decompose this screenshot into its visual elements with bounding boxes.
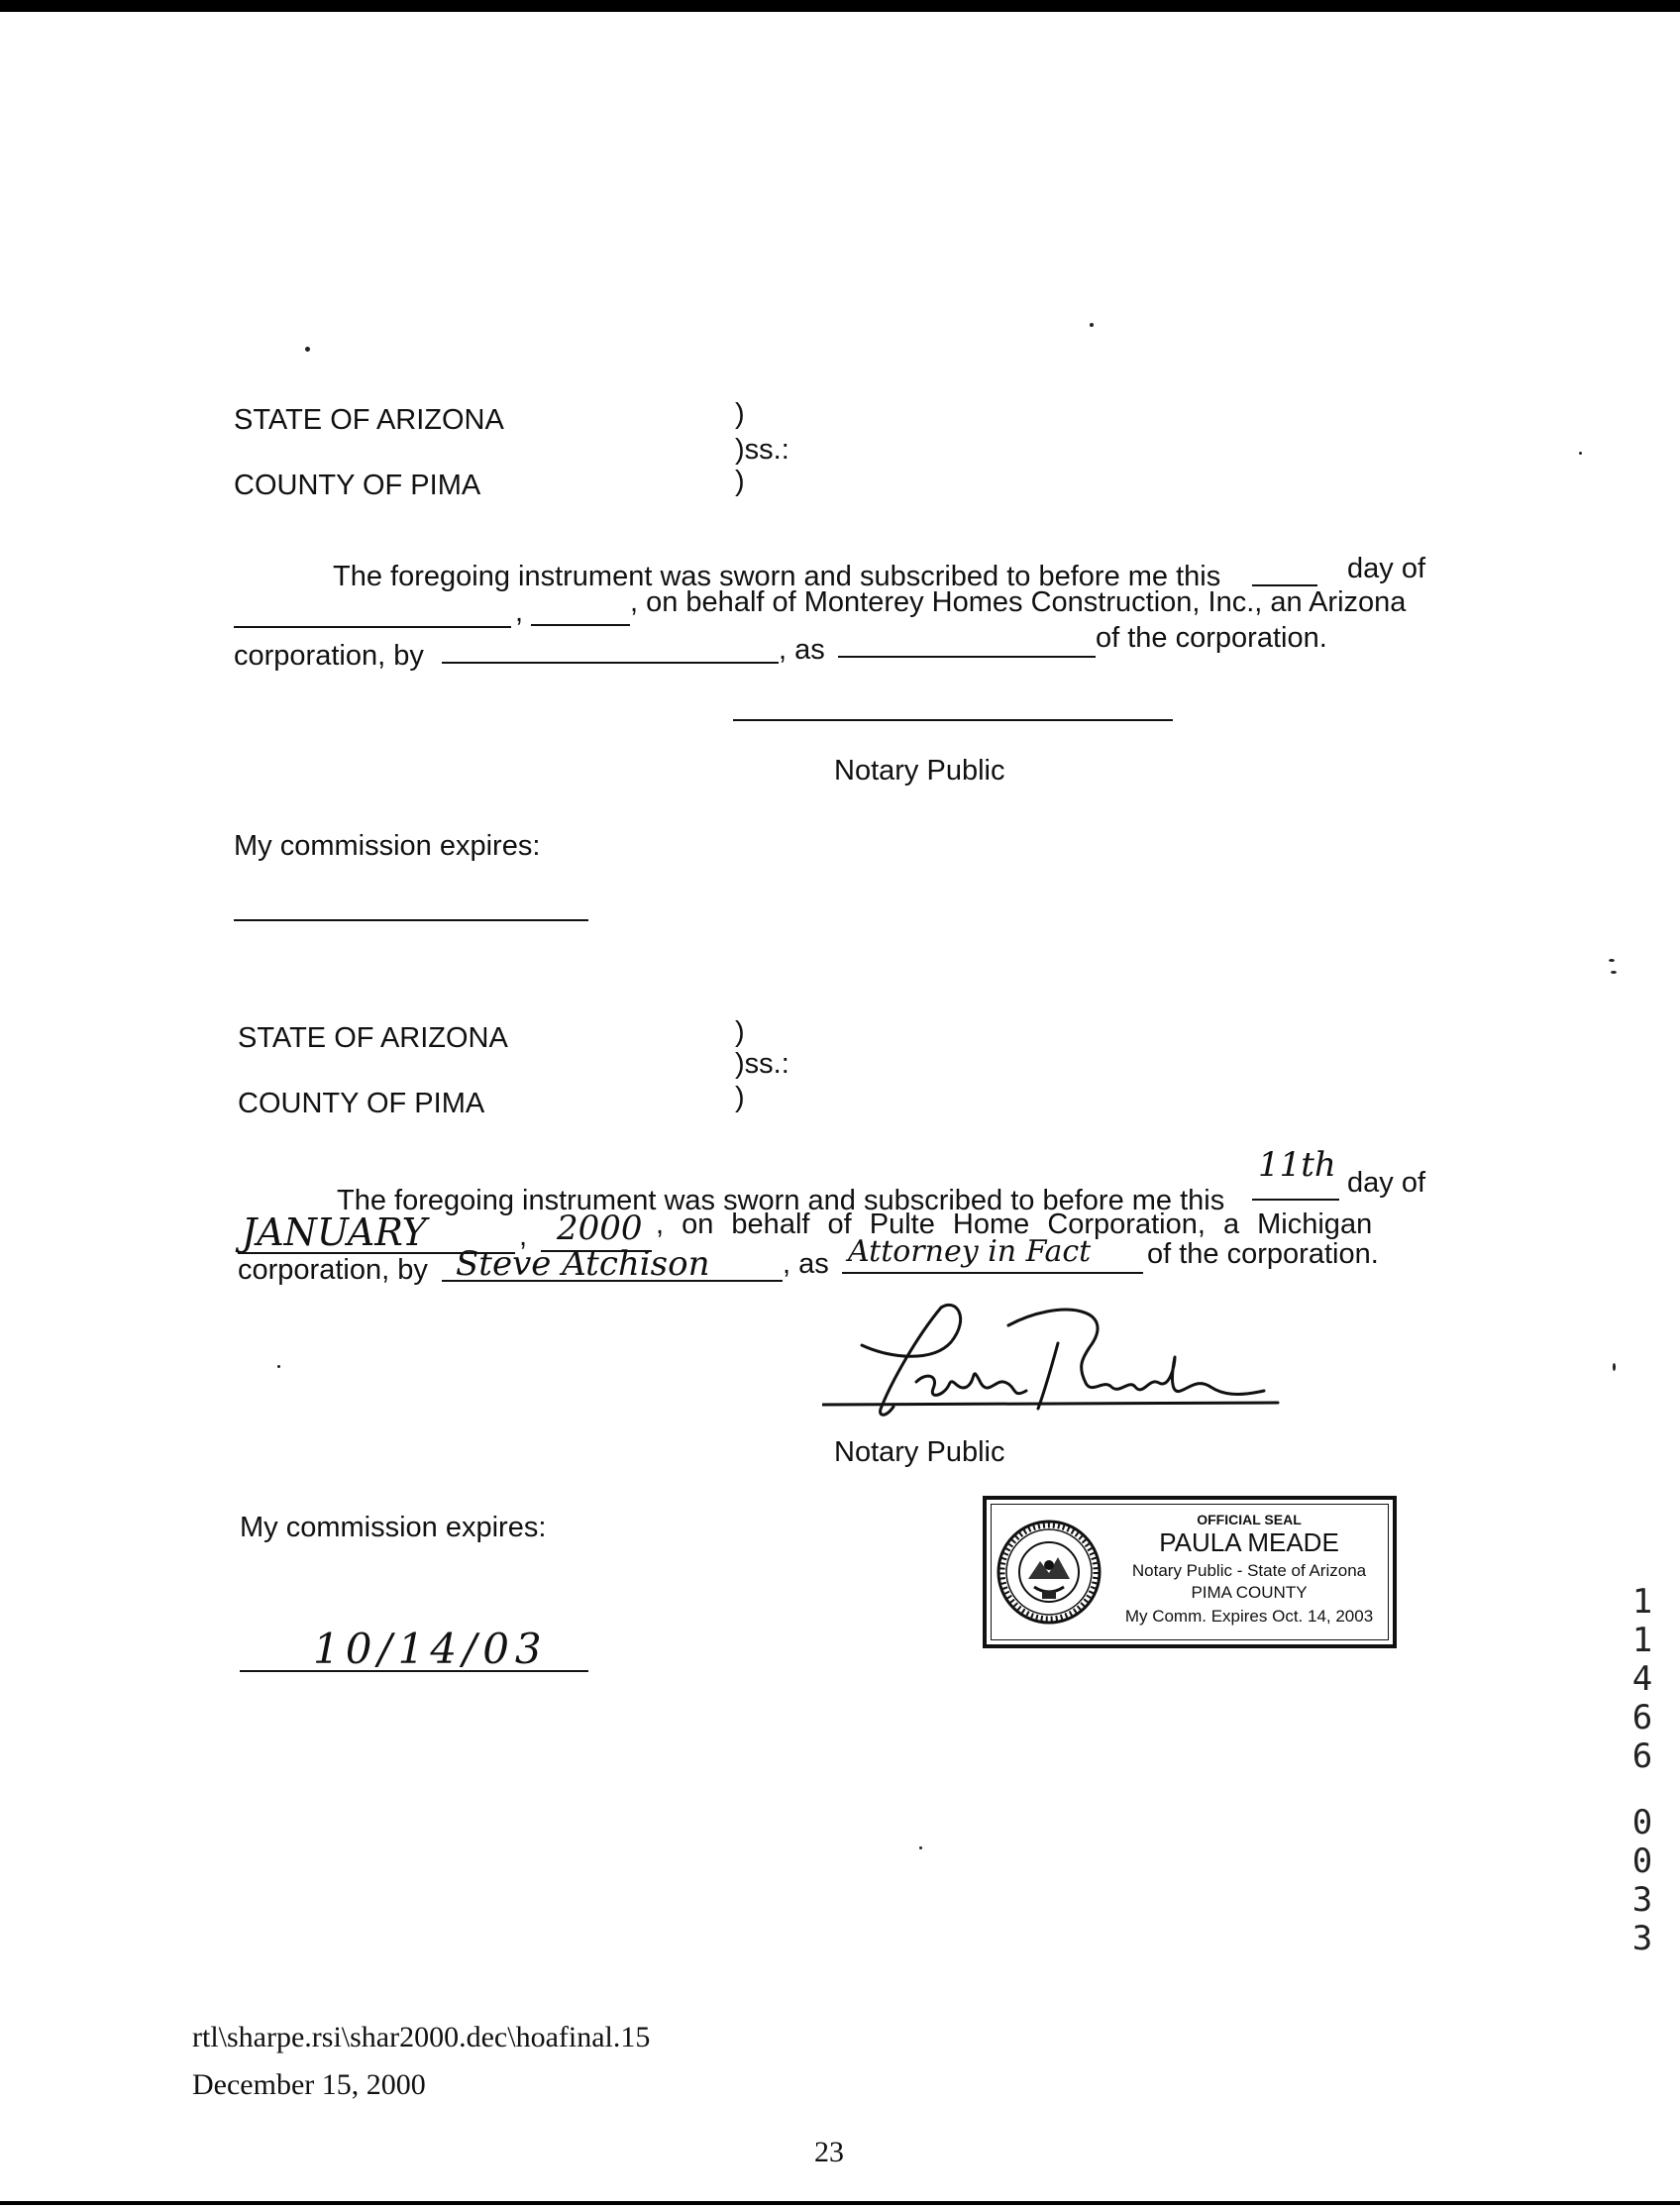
handwritten-commission-date: 10/14/03: [313, 1625, 548, 1673]
handwritten-signer: Steve Atchison: [456, 1244, 710, 1284]
margin-digit: 6: [1631, 1698, 1653, 1737]
margin-digit: 3: [1631, 1919, 1653, 1958]
commission-expires-label: My commission expires:: [234, 830, 541, 862]
page-number: 23: [814, 2136, 844, 2168]
jurat-line-2: , on behalf of Monterey Homes Construction, Inc., an Arizona: [630, 586, 1407, 618]
jurat-comma: ,: [515, 596, 524, 628]
county-label: COUNTY OF PIMA: [238, 1088, 485, 1119]
scan-border-top: [0, 0, 1680, 12]
margin-digit: 6: [1631, 1736, 1653, 1776]
state-seal-icon: [995, 1518, 1103, 1627]
scan-speck: [1090, 323, 1094, 327]
footer-file-path: rtl\sharpe.rsi\shar2000.dec\hoafinal.15: [192, 2021, 651, 2053]
jurat-line-1: The foregoing instrument was sworn and subscribed to before me this: [337, 1185, 1225, 1216]
margin-digit: 0: [1631, 1803, 1653, 1842]
notary-public-label: Notary Public: [834, 755, 1005, 787]
margin-digit: 3: [1631, 1880, 1653, 1920]
jurat-comma: ,: [519, 1220, 528, 1252]
notary-signature-line: [733, 719, 1173, 721]
scan-speck: [1611, 971, 1617, 974]
commission-date-line: [234, 919, 588, 921]
margin-digit: 1: [1631, 1621, 1653, 1660]
blank-title: [842, 1272, 1143, 1274]
jurat-line-3: corporation, by: [234, 640, 424, 672]
margin-document-number: [1623, 1583, 1662, 1958]
blank-signer: [442, 662, 779, 664]
blank-signer: [442, 1280, 783, 1282]
jurat-as: , as: [779, 634, 825, 666]
venue-ss: )ss.:: [735, 1048, 789, 1080]
seal-name: PAULA MEADE: [1159, 1527, 1339, 1557]
venue-paren: ): [735, 398, 745, 430]
scan-speck: [305, 347, 310, 352]
seal-line-2: PIMA COUNTY: [1191, 1583, 1308, 1602]
scan-speck: [1613, 1363, 1616, 1371]
margin-digit: 1: [1631, 1582, 1653, 1622]
jurat-of-corp: of the corporation.: [1096, 622, 1327, 654]
jurat-line-1: The foregoing instrument was sworn and subscribed to before me this: [333, 561, 1221, 592]
seal-heading: OFFICIAL SEAL: [1197, 1512, 1302, 1527]
jurat-of-corp: of the corporation.: [1147, 1238, 1379, 1270]
jurat-as: , as: [783, 1248, 829, 1280]
scan-speck: [919, 1846, 922, 1849]
margin-digit: 4: [1631, 1659, 1653, 1699]
scan-border-bottom: [0, 2201, 1680, 2205]
venue-paren: ): [735, 1016, 745, 1048]
venue-paren: ): [735, 1082, 745, 1113]
blank-year: [531, 624, 630, 626]
jurat-day-of: day of: [1347, 1167, 1425, 1199]
state-label: STATE OF ARIZONA: [234, 404, 504, 436]
margin-digit: 0: [1631, 1841, 1653, 1881]
state-label: STATE OF ARIZONA: [238, 1022, 508, 1054]
seal-line-1: Notary Public - State of Arizona: [1131, 1561, 1367, 1580]
scan-speck: [277, 1365, 280, 1368]
footer-date: December 15, 2000: [192, 2068, 426, 2101]
notary-public-label: Notary Public: [834, 1436, 1005, 1468]
blank-title: [838, 656, 1096, 658]
venue-paren: ): [735, 466, 745, 497]
blank-day: [1252, 1199, 1339, 1201]
notary-signature: [822, 1288, 1298, 1426]
commission-expires-label: My commission expires:: [240, 1512, 547, 1543]
margin-gap: [1623, 1776, 1662, 1804]
scan-speck: [1609, 959, 1615, 962]
commission-date-line: [240, 1670, 588, 1672]
scan-speck: [1579, 452, 1582, 455]
handwritten-year: 2000: [557, 1209, 643, 1248]
county-label: COUNTY OF PIMA: [234, 470, 481, 501]
jurat-line-3: corporation, by: [238, 1254, 428, 1286]
seal-line-3: My Comm. Expires Oct. 14, 2003: [1124, 1607, 1374, 1626]
official-seal-stamp: [983, 1496, 1397, 1648]
blank-month: [234, 626, 511, 628]
handwritten-month: JANUARY: [242, 1210, 427, 1254]
jurat-line-2: , on behalf of Pulte Home Corporation, a Michigan: [656, 1209, 1373, 1240]
handwritten-day: 11th: [1258, 1145, 1336, 1185]
handwritten-title: Attorney in Fact: [848, 1234, 1092, 1269]
venue-ss: )ss.:: [735, 434, 789, 466]
jurat-day-of: day of: [1347, 553, 1425, 584]
